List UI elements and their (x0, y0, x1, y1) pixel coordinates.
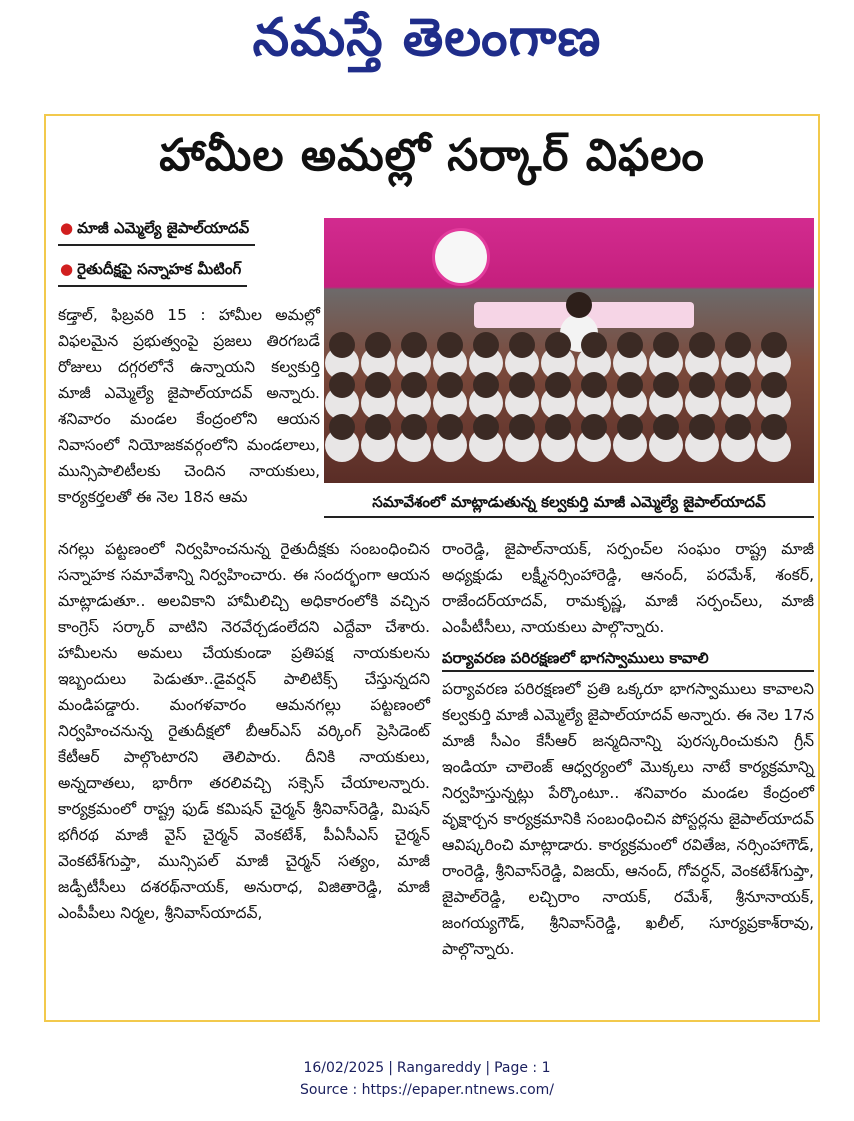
footer-edition: Rangareddy (396, 1060, 482, 1076)
party-logo-graphic (432, 228, 490, 286)
body-column-right: రాంరెడ్డి, జైపాల్‌నాయక్‌, సర్పంచ్‌ల సంఘం రాష్ట్ర మాజీ అధ్యక్షుడు లక్ష్మీనర్సింహారెడ్డి, ఆనంద్‌, పరమేశ్‌, శంకర్‌, రాజేందర్‌యాదవ్‌, రామకృష్ణ, మాజీ సర్పంచ్‌లు, మాజీ ఎంపీటీసీలు, నాయకులు పాల్గొన్నారు. (442, 540, 814, 636)
deck-line-1 (58, 217, 255, 246)
footer-source: Source : https://epaper.ntnews.com/ (299, 1082, 555, 1098)
speaker-figure (566, 292, 592, 318)
meeting-photo (324, 218, 814, 483)
crowd-row (324, 410, 814, 450)
body-column-left: కడ్తాల్‌, ఫిబ్రవరి 15 : హామీల అమల్లో విఫలమైన ప్రభుత్వంపై ప్రజలు తిరగబడే రోజులు దగ్గరలోనే ఉన్నాయని కల్వకుర్తి మాజీ ఎమ్మెల్యే జైపాల్‌యాదవ్‌ అన్నారు. శనివారం మండల కేంద్రంలోని ఆయన నివాసంలో నియోజకవర్గంలోని మండలాలు, మున్సిపాలిటీలకు చెందిన నాయకులు, కార్యకర్తలతో ఈ నెల 18న ఆమ (58, 306, 320, 506)
footer-date: 16/02/2025 (303, 1060, 385, 1076)
section-subhead: పర్యావరణ పరిరక్షణలో భాగస్వాములు కావాలి (442, 644, 814, 672)
footer-meta: 16/02/2025 | Rangareddy | Page : 1 (303, 1060, 551, 1076)
bullet-icon: ● (60, 260, 74, 278)
crowd-row (324, 368, 814, 408)
deck-text: మాజీ ఎమ్మెల్యే జైపాల్‌యాదవ్‌ (77, 219, 250, 237)
article-clipping (44, 114, 820, 1022)
deck-line-2 (58, 258, 247, 287)
body-column-left-continued: నగల్లు పట్టణంలో నిర్వహించనున్న రైతుదీక్షకు సంబంధించిన సన్నాహక సమావేశాన్ని నిర్వహించారు. ఈ సందర్భంగా ఆయన మాట్లాడుతూ.. అలవికాని హామీలిచ్చి అధికారంలోకి వచ్చిన కాంగ్రెస్‌ సర్కార్‌ వాటిని నెరవేర్చడంలేదని ఎద్దేవా చేశారు. హామీలను అమలు చేయకుండా ప్రతిపక్ష నాయకులను ఇబ్బందులు పెడుతూ..డైవర్షన్‌ పాలిటిక్స్‌ చేస్తున్నదని మండిపడ్డారు. మంగళవారం ఆమనగల్లు పట్టణంలో నిర్వహించనున్న రైతుదీక్షలో బీఆర్‌ఎస్‌ వర్కింగ్‌ ప్రెసిడెంట్‌ కేటీఆర్‌ పాల్గొంటారని తెలిపారు. దీనికి నాయకులు, అన్నదాతలు, భారీగా తరలివచ్చి సక్సెస్‌ చేయాలన్నారు. కార్యక్రమంలో రాష్ట్ర ఫుడ్‌ కమిషన్‌ చైర్మన్‌ శ్రీనివాస్‌రెడ్డి, మిషన్‌ భగీరథ మాజీ వైస్‌ చైర్మన్‌ వెంకటేశ్‌, పీఏసీఎస్‌ చైర్మన్‌ వెంకటేశ్‌గుప్తా, మున్సిపల్‌ మాజీ చైర్మన్‌ సత్యం, మాజీ జడ్పీటీసీలు దశరథ్‌నాయక్‌, అనురాధ, విజితారెడ్డి, మాజీ ఎంపీపీలు నిర్మల, శ్రీనివాస్‌యాదవ్‌, (58, 540, 430, 922)
photo-caption: సమావేశంలో మాట్లాడుతున్న కల్వకుర్తి మాజీ ఎమ్మెల్యే జైపాల్‌యాదవ్‌ (324, 486, 814, 518)
masthead-title: నమస్తే తెలంగాణ (252, 8, 602, 68)
footer-page: Page : 1 (494, 1060, 551, 1076)
deck-text: రైతుదీక్షపై సన్నాహక మీటింగ్‌ (77, 260, 242, 278)
bullet-icon: ● (60, 219, 74, 237)
crowd-row (324, 328, 814, 368)
body-column-right-continued: పర్యావరణ పరిరక్షణలో ప్రతి ఒక్కరూ భాగస్వాములు కావాలని కల్వకుర్తి మాజీ ఎమ్మెల్యే జైపాల్‌యాదవ్‌ అన్నారు. ఈ నెల 17న మాజీ సీఎం కేసీఆర్‌ జన్మదినాన్ని పురస్కరించుకుని గ్రీన్‌ ఇండియా చాలెంజ్‌ ఆధ్వర్యంలో మొక్కలు నాటే కార్యక్రమాన్ని నిర్వహిస్తున్నట్లు పేర్కొంటూ.. శనివారం మండల కేంద్రంలో వృక్షార్చన కార్యక్రమానికి సంబంధించిన పోస్టర్లను జైపాల్‌యాదవ్‌ ఆవిష్కరించి మాట్లాడారు. కార్యక్రమంలో రవితేజ, నర్సింహాగౌడ్‌, రాంరెడ్డి, శ్రీనివాస్‌రెడ్డి, విజయ్‌, ఆనంద్‌, గోవర్ధన్‌, వెంకటేశ్‌గుప్తా, జైపాల్‌రెడ్డి, లచ్చిరాం నాయక్‌, రమేశ్‌, శ్రీనూనాయక్‌, జంగయ్యగౌడ్‌, శ్రీనివాస్‌రెడ్డి, ఖలీల్‌, సూర్యప్రకాశ్‌రావు, పాల్గొన్నారు. (442, 680, 814, 958)
article-headline: హామీల అమల్లో సర్కార్‌ విఫలం (159, 130, 705, 181)
